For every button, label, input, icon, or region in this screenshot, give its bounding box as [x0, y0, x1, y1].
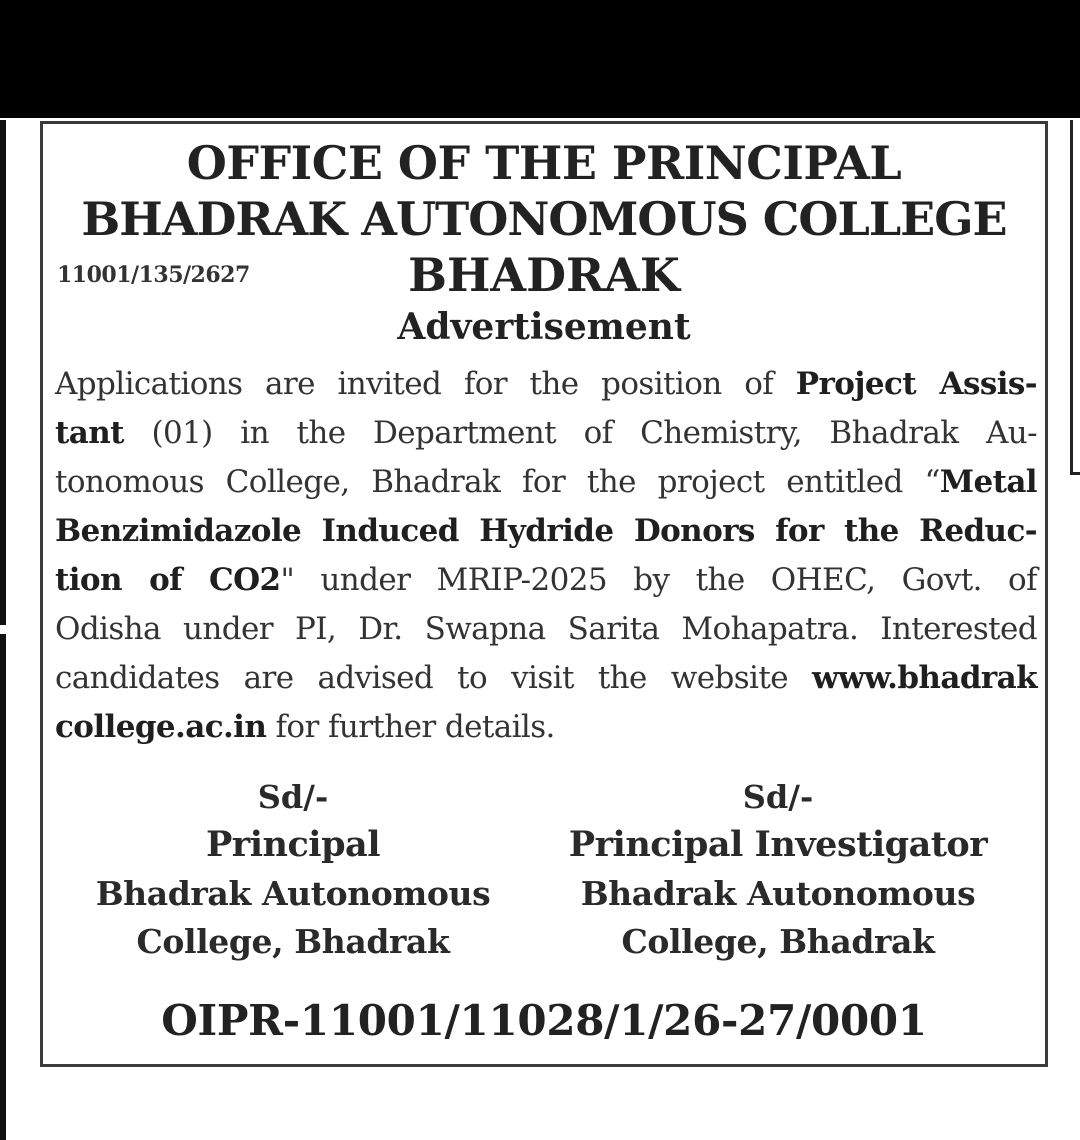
city-title: BHADRAK: [408, 248, 680, 302]
left-edge-border: [0, 120, 6, 625]
body-line: [55, 360, 1037, 409]
college-title: BHADRAK AUTONOMOUS COLLEGE: [81, 192, 1007, 246]
website-link-cont[interactable]: college.ac.in: [55, 709, 267, 745]
signature-mark: Sd/-: [257, 778, 329, 816]
body-line: [55, 556, 1037, 605]
body-line: [55, 409, 1037, 458]
signatory-role: Principal Investigator: [568, 824, 988, 865]
project-title: Metal: [939, 464, 1037, 500]
body-text-segment: tonomous College, Bhadrak for the project entitled “: [55, 464, 940, 500]
position-title: Project Assis-: [795, 366, 1037, 402]
body-text-segment: Applications are invited for the position of: [55, 366, 796, 402]
advertisement-notice: [40, 121, 1048, 1067]
right-edge-bracket: [1070, 120, 1080, 475]
website-link[interactable]: www.bhadrak: [811, 660, 1037, 696]
body-line: [55, 458, 1037, 507]
reference-number: 11001/135/2627: [57, 262, 250, 288]
body-text-segment: (01) in the Department of Chemistry, Bhadrak Au-: [123, 415, 1037, 451]
body-line: [55, 605, 1037, 654]
project-title-end: tion of CO2: [55, 562, 281, 598]
body-line: [55, 654, 1037, 703]
signatory-role: Principal: [205, 824, 381, 865]
position-title-cont: tant: [55, 415, 124, 451]
advertisement-heading: Advertisement: [397, 306, 691, 348]
pi-signature-block: [548, 774, 1008, 966]
signatory-institution: Bhadrak Autonomous: [580, 874, 976, 913]
left-edge-border-lower: [0, 634, 6, 1140]
principal-signature-block: [63, 774, 523, 966]
body-text-segment: candidates are advised to visit the website: [55, 660, 812, 696]
body-text-segment: Odisha under PI, Dr. Swapna Sarita Mohapatra. Interested: [55, 611, 1037, 647]
top-black-bar: [0, 0, 1080, 118]
body-text-segment: " under MRIP-2025 by the OHEC, Govt. of: [280, 562, 1037, 598]
body-line: [55, 703, 1037, 752]
project-title-cont: Benzimidazole Induced Hydride Donors for the Reduc-: [55, 513, 1037, 549]
office-title: OFFICE OF THE PRINCIPAL: [186, 136, 902, 190]
signature-mark: Sd/-: [742, 778, 814, 816]
oipr-code: OIPR-11001/11028/1/26-27/0001: [161, 996, 927, 1045]
signatory-institution: Bhadrak Autonomous: [95, 874, 491, 913]
advertisement-body: [55, 360, 1037, 752]
body-text-segment: for further details.: [266, 709, 555, 745]
signatory-institution: College, Bhadrak: [136, 922, 450, 961]
signatory-institution: College, Bhadrak: [621, 922, 935, 961]
body-line: [55, 507, 1037, 556]
